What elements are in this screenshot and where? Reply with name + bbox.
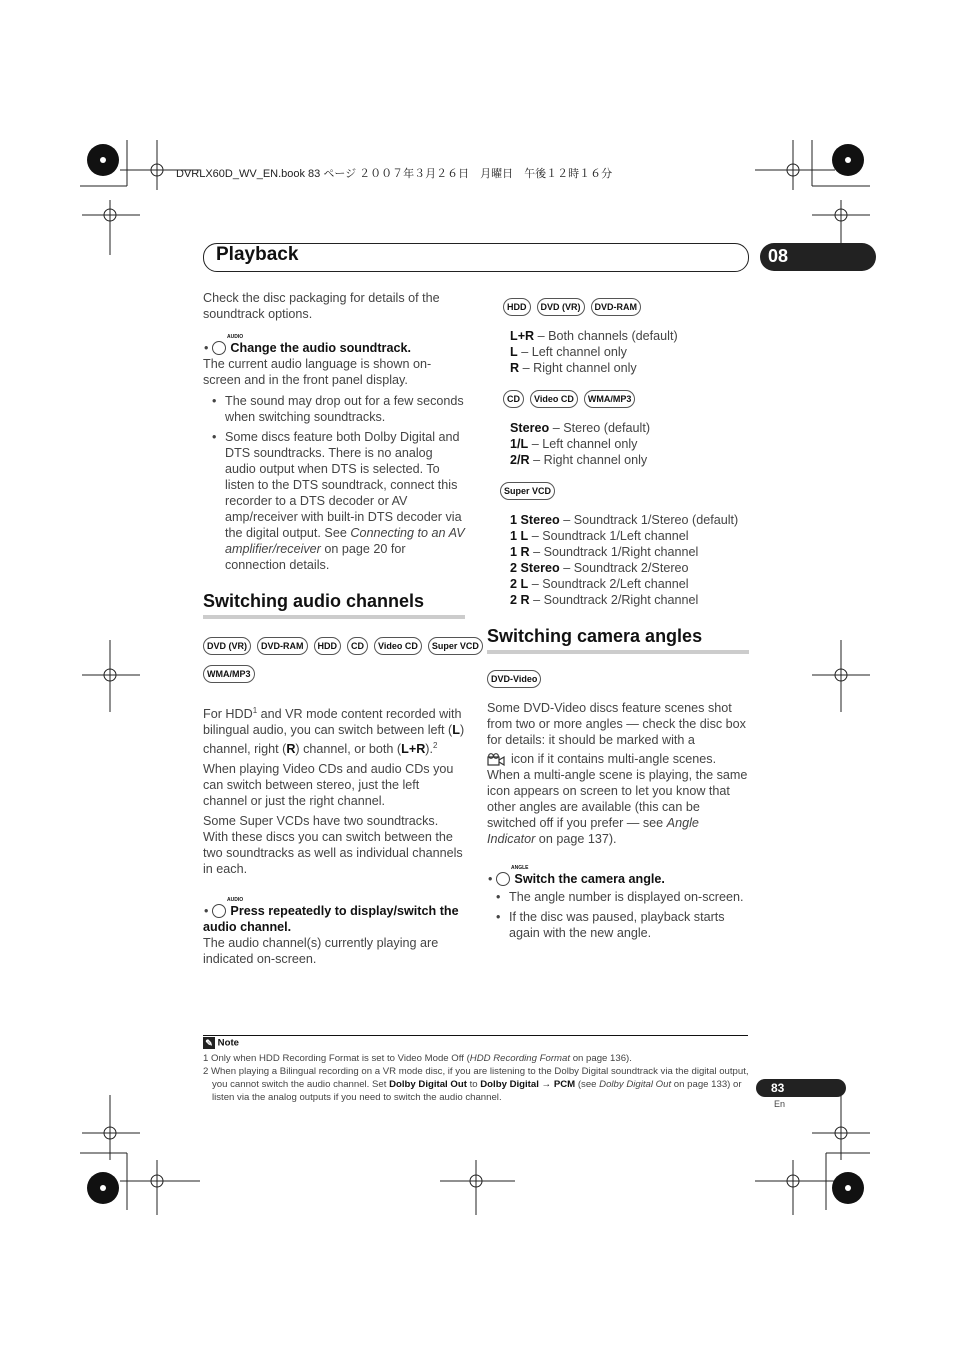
- disc-badges: [203, 637, 479, 655]
- angle-button-icon: [496, 872, 510, 886]
- disc-badge: Super VCD: [428, 637, 483, 655]
- audio-button-icon: [212, 341, 226, 355]
- page-number: 83: [771, 1081, 785, 1095]
- channel-desc: – Stereo (default): [549, 421, 651, 435]
- channel-desc: – Soundtrack 1/Stereo (default): [559, 513, 739, 527]
- channel-option: [510, 528, 749, 544]
- channel-desc: – Both channels (default): [534, 329, 678, 343]
- disc-badge: HDD: [314, 637, 342, 655]
- step-switch-audio-channel: AUDIO • Press repeatedly to display/switch the audio channel.: [203, 903, 465, 935]
- channel-key: 1/L: [510, 437, 529, 451]
- link-av-amplifier: Connecting to an AV amplifier/receiver: [225, 526, 465, 556]
- footnotes: [203, 1052, 749, 1104]
- channel-option: [510, 512, 749, 528]
- channel-key: L+R: [510, 329, 535, 343]
- bullet-sound-drop: • The sound may drop out for a few seconds when switching soundtracks.: [203, 393, 465, 425]
- disc-badge: Video CD: [530, 390, 578, 408]
- note-heading: ✎ Note: [203, 1037, 239, 1049]
- chapter-badge: [760, 243, 876, 271]
- note-icon: ✎: [203, 1037, 215, 1049]
- channel-desc: – Left channel only: [517, 345, 627, 359]
- channel-option: [510, 560, 749, 576]
- channel-option: [510, 436, 749, 452]
- left-column: [203, 290, 479, 967]
- channel-key: 2 Stereo: [510, 561, 560, 575]
- page-title: Playback: [216, 244, 299, 265]
- footnote-2: 2 When playing a Bilingual recording on a VR mode disc, if you are listening to the Dolby Digital soundtrack via the digital output, you cannot switch the audio channel. Set Dolby Digital Out to Dolby Digital → PCM (see Dolby Digital Out on page 133) or listen via the analog outputs if you need to switch the audio channel.: [203, 1066, 749, 1103]
- step-description: The audio channel(s) currently playing are indicated on-screen.: [203, 936, 439, 967]
- camera-angle-icon: [487, 753, 505, 766]
- disc-badge: HDD: [503, 298, 531, 316]
- channel-option: [510, 360, 749, 376]
- channel-key: Stereo: [510, 421, 550, 435]
- disc-badges-group2: [503, 390, 749, 408]
- channel-desc: – Soundtrack 1/Left channel: [528, 529, 689, 543]
- note-divider: [203, 1035, 748, 1036]
- disc-badge: Video CD: [374, 637, 422, 655]
- channel-list-group3: [510, 512, 749, 608]
- page-number-badge: [756, 1079, 846, 1097]
- section-title-audio-channels: Switching audio channels: [203, 591, 465, 619]
- channel-desc: – Soundtrack 2/Left channel: [528, 577, 689, 591]
- step-title: Change the audio soundtrack.: [230, 341, 411, 355]
- angle-button-label: ANGLE: [511, 865, 529, 871]
- channel-key: L: [510, 345, 518, 359]
- channel-desc: – Right channel only: [529, 453, 648, 467]
- section-title-camera-angles: Switching camera angles: [487, 626, 749, 654]
- disc-badges-2: [203, 665, 465, 683]
- chapter-number: 08: [768, 246, 789, 266]
- channel-list-group2: [510, 420, 749, 468]
- channel-option: [510, 544, 749, 560]
- step-title: Press repeatedly to display/switch the audio channel.: [203, 904, 459, 935]
- channel-desc: – Left channel only: [528, 437, 638, 451]
- badge-dvd-video: DVD-Video: [487, 670, 541, 688]
- link-angle-indicator: Angle Indicator: [487, 816, 699, 846]
- paragraph-hdd-bilingual: For HDD$^1$ and VR mode content recorded with bilingual audio, you can switch between left (L) channel, right (R) channel, or both (L+R).$^2$: [203, 706, 465, 757]
- disc-badge: WMA/MP3: [584, 390, 636, 408]
- print-info: DVRLX60D_WV_EN.book 83 ページ ２００７年３月２６日 月曜日 午後１２時１６分: [176, 168, 613, 180]
- channel-option: [510, 420, 749, 436]
- intro-text: Check the disc packaging for details of the soundtrack options.: [203, 291, 440, 321]
- bullet-angle-number: • The angle number is displayed on-screen.: [487, 889, 749, 905]
- channel-key: 2 L: [510, 577, 529, 591]
- step-switch-angle: ANGLE • Switch the camera angle.: [487, 871, 749, 887]
- bullet-dolby-dts: • Some discs feature both Dolby Digital and DTS soundtracks. There is no analog audio output when DTS is selected. To listen to the DTS soundtrack, connect this recorder to a DTS decoder or AV amp/receiver with built-in DTS decoder via the digital output. See Connecting to an AV amplifier/receiver on page 20 for connection details.: [203, 429, 465, 573]
- channel-desc: – Soundtrack 2/Stereo: [559, 561, 689, 575]
- channel-option: [510, 452, 749, 468]
- audio-button-icon: [212, 904, 226, 918]
- disc-badge: DVD (VR): [203, 637, 251, 655]
- channel-desc: – Soundtrack 1/Right channel: [529, 545, 699, 559]
- bullet-paused: • If the disc was paused, playback starts again with the new angle.: [487, 909, 749, 941]
- language-label: En: [774, 1099, 786, 1109]
- disc-badge: CD: [347, 637, 368, 655]
- disc-badge: DVD-RAM: [257, 637, 308, 655]
- paragraph-angles-icon: icon if it contains multi-angle scenes. When a multi-angle scene is playing, the same icon appears on screen to let you know that other angles are available (this can be switched off if you prefer — see Angle Indicator on page 137).: [487, 752, 748, 846]
- channel-option: [510, 328, 749, 344]
- step-title: Switch the camera angle.: [514, 872, 665, 886]
- footnote-1: 1 Only when HDD Recording Format is set to Video Mode Off (HDD Recording Format on page 136).: [203, 1053, 632, 1064]
- paragraph-super-vcd: Some Super VCDs have two soundtracks. With these discs you can switch between the two soundtracks as well as individual channels in each.: [203, 814, 463, 877]
- step-change-soundtrack: AUDIO • Change the audio soundtrack.: [203, 340, 465, 356]
- audio-button-label: AUDIO: [227, 897, 244, 904]
- disc-badge: WMA/MP3: [203, 665, 255, 683]
- disc-badges-group1: [503, 298, 749, 316]
- channel-key: 2/R: [510, 453, 530, 467]
- channel-key: 2 R: [510, 593, 530, 607]
- channel-option: [510, 576, 749, 592]
- channel-option: [510, 592, 749, 608]
- disc-badge: DVD (VR): [537, 298, 585, 316]
- disc-badges-group3: [500, 482, 749, 500]
- disc-badges-dvdvideo: [487, 670, 749, 688]
- channel-list-group1: [510, 328, 749, 376]
- disc-badge: CD: [503, 390, 524, 408]
- channel-option: [510, 344, 749, 360]
- channel-key: 1 L: [510, 529, 529, 543]
- channel-key: R: [510, 361, 520, 375]
- paragraph-video-cd: When playing Video CDs and audio CDs you can switch between stereo, just the left channel or just the right channel.: [203, 762, 454, 809]
- channel-key: 1 Stereo: [510, 513, 560, 527]
- disc-badge: DVD-RAM: [591, 298, 642, 316]
- right-column: [487, 298, 749, 941]
- paragraph-angles-intro: Some DVD-Video discs feature scenes shot from two or more angles — check the disc box for details: it should be marked with a: [487, 701, 746, 747]
- channel-desc: – Soundtrack 2/Right channel: [529, 593, 699, 607]
- audio-button-label: AUDIO: [227, 334, 244, 340]
- step-description: The current audio language is shown on-screen and in the front panel display.: [203, 357, 432, 387]
- channel-desc: – Right channel only: [519, 361, 637, 375]
- channel-key: 1 R: [510, 545, 530, 559]
- disc-badge: Super VCD: [500, 482, 555, 500]
